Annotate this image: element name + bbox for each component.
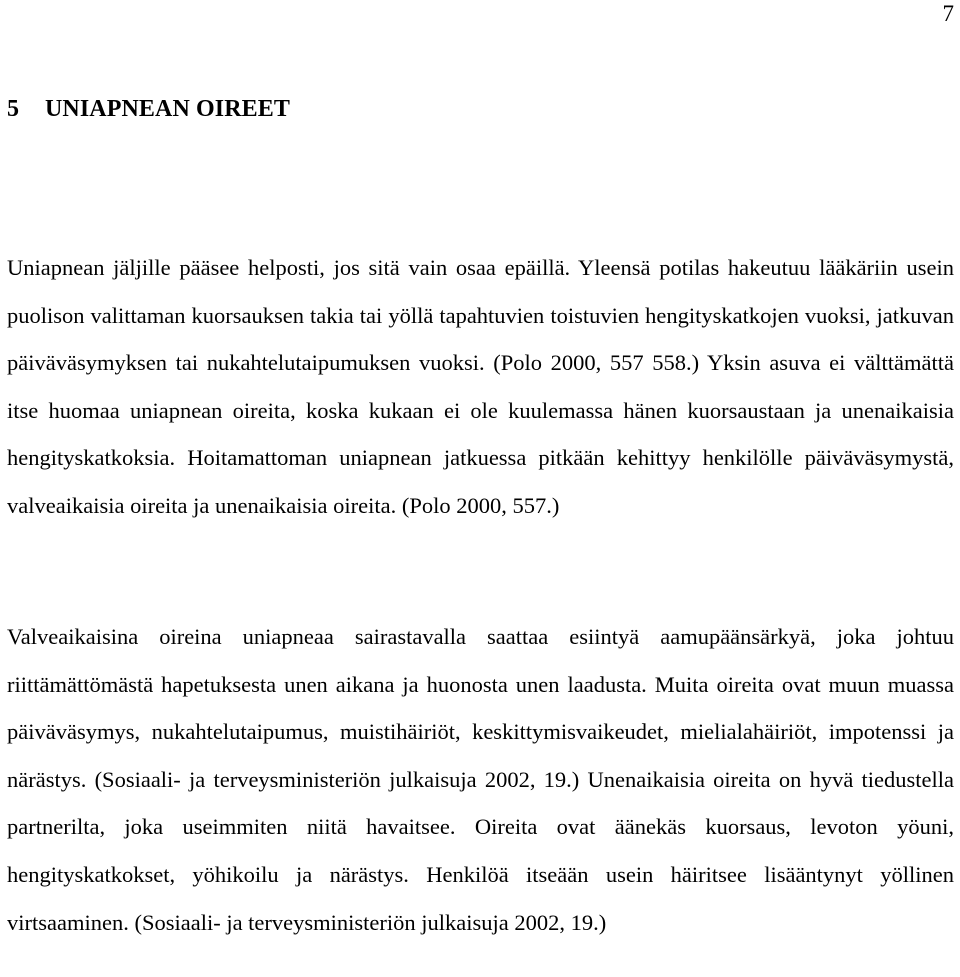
section-number: 5 <box>7 96 20 122</box>
body-paragraph-1: Uniapnean jäljille pääsee helposti, jos sitä vain osaa epäillä. Yleensä potilas hakeutuu lääkäriin usein puolison valittaman kuorsauksen takia tai yöllä tapahtuvien toistuvien hengityskatkojen vuoksi, jatkuvan päiväväsymyksen tai nukahtelutaipumuksen vuoksi. (Polo 2000, 557 558.) Yksin asuva ei välttämättä itse huomaa uniapnean oireita, koska kukaan ei ole kuulemassa hänen kuorsaustaan ja unenaikaisia hengityskatkoksia. Hoitamattoman uniapnean jatkuessa pitkään kehittyy henkilölle päiväväsymystä, valveaikaisia oireita ja unenaikaisia oireita. (Polo 2000, 557.) <box>7 255 954 518</box>
section-title: UNIAPNEAN OIREET <box>45 96 290 122</box>
section-heading <box>7 95 290 124</box>
page-number: 7 <box>942 1 954 26</box>
body-paragraph-2: Valveaikaisina oireina uniapneaa sairastavalla saattaa esiintyä aamupäänsärkyä, joka johtuu riittämättömästä hapetuksesta unen aikana ja huonosta unen laadusta. Muita oireita ovat muun muassa päiväväsymys, nukahtelutaipumus, muistihäiriöt, keskittymisvaikeudet, mielialahäiriöt, impotenssi ja närästys. (Sosiaali- ja terveysministeriön julkaisuja 2002, 19.) Unenaikaisia oireita on hyvä tiedustella partnerilta, joka useimmiten niitä havaitsee. Oireita ovat äänekäs kuorsaus, levoton yöuni, hengityskatkokset, yöhikoilu ja närästys. Henkilöä itseään usein häiritsee lisääntynyt yöllinen virtsaaminen. (Sosiaali- ja terveysministeriön julkaisuja 2002, 19.) <box>7 624 954 935</box>
